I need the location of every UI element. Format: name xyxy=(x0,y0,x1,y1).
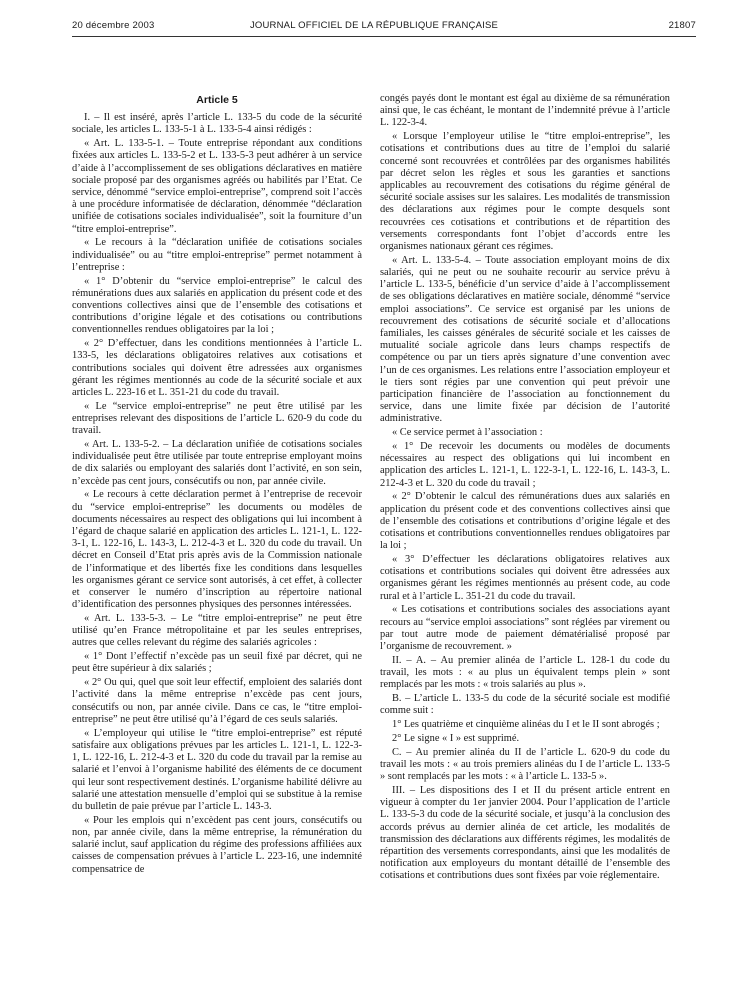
paragraph: « 1° Dont l’effectif n’excède pas un seuil fixé par décret, qui ne peut être supérieur à dix salariés ; xyxy=(72,651,362,675)
paragraph: C. – Au premier alinéa du II de l’article L. 620-9 du code du travail les mots : « au trois premiers alinéas du I de l’article L. 133-5 » sont remplacés par les mots : « à l’article L. 133-5 ». xyxy=(380,746,670,783)
paragraph: B. – L’article L. 133-5 du code de la sécurité sociale est modifié comme suit : xyxy=(380,693,670,717)
paragraph: « 2° Ou qui, quel que soit leur effectif, emploient des salariés dont l’activité dans la même entreprise n’excède pas cent jours, consécutifs ou non, par année civile. Dans ce cas, le “titre emploi-entreprise” ne peut être utilisé qu’à l’égard de ces seuls salariés. xyxy=(72,677,362,725)
header-rule xyxy=(72,36,696,37)
article-title: Article 5 xyxy=(196,94,238,106)
paragraph: « 1° De recevoir les documents ou modèles de documents nécessaires au respect des obligations qui lui incombent en application des articles L. 121-1, L. 122-3-1, L. 122-16, L. 143-3, L. 212-4-3 et L. 320 du code du travail ; xyxy=(380,441,670,489)
paragraph: « Le “service emploi-entreprise” ne peut être utilisé par les entreprises relevant des dispositions de l’article L. 620-9 du code du travail. xyxy=(72,400,362,437)
paragraph: III. – Les dispositions des I et II du présent article entrent en vigueur à compter du 1er janvier 2004. Pour l’application de l’article L. 133-5-3 du code de la sécurité sociale, et jusqu’à la conclusion des accords prévus au dernier alinéa de cet article, les modalités de transmission des déclarations aux différents régimes, les modalités de répartition des versements correspondants, ainsi que les modalités de notification aux employeurs du montant détaillé de l’ensemble des cotisations et contributions dues sont fixées par voie réglementaire. xyxy=(380,784,670,882)
paragraph: I. – Il est inséré, après l’article L. 133-5 du code de la sécurité sociale, les articles L. 133-5-1 à L. 133-5-4 ainsi rédigés : xyxy=(72,112,362,136)
right-column xyxy=(380,93,670,884)
paragraph: « Pour les emplois qui n’excèdent pas cent jours, consécutifs ou non, par année civile, dans la même entreprise, la rémunération du salarié inclut, sauf application du régime des professions affiliées aux caisses de compensation prévues à l’article L. 223-16, une indemnité compensatrice de xyxy=(72,814,362,875)
paragraph: « Art. L. 133-5-1. – Toute entreprise répondant aux conditions fixées aux articles L. 133-5-2 et L. 133-5-3 peut adhérer à un service d’aide à l’accomplissement de ses obligations déclaratives en matière sociale proposé par des organismes agréés ou habilités par l’Etat. Ce service, dénommé “service emploi-entreprise”, comprend soit l’accès à une procédure informatisée de déclaration, dénommée “déclaration unifiée de cotisations sociales individualisée”, soit la fourniture d’un “titre emploi-entreprise”. xyxy=(72,138,362,235)
paragraph: « Art. L. 133-5-2. – La déclaration unifiée de cotisations sociales individualisée peut être utilisée par toute entreprise employant moins de dix salariés ou employant des salariés dont l’activité, en son sein, n’excède pas cent jours, consécutifs ou non, par année civile. xyxy=(72,439,362,487)
paragraph: « 2° D’effectuer, dans les conditions mentionnées à l’article L. 133-5, les déclarations obligatoires relatives aux cotisations et contributions sociales qui doivent être adressées aux organismes gérant les régimes mentionnés au code de la sécurité sociale et aux articles L. 223-16 et L. 351-21 du code du travail. xyxy=(72,338,362,399)
paragraph: « 2° D’obtenir le calcul des rémunérations dues aux salariés en application du présent code et des conventions collectives ainsi que de l’ensemble des cotisations et contributions d’origine légale et des cotisations et contributions conventionnelles rendues obligatoires par la loi ; xyxy=(380,491,670,552)
paragraph: « Art. L. 133-5-4. – Toute association employant moins de dix salariés, qui ne peut ou ne souhaite recourir au service prévu à l’article L. 133-5, bénéficie d’un service d’aide à l’accomplissement de ses obligations déclaratives en matière sociale, dénommé “service emploi associations”. Ce service est organisé par les unions de recouvrement des cotisations de sécurité sociale et d’allocations familiales, les caisses générales de sécurité sociale et les caisses de mutualité sociale agricole dans leurs champs respectifs de compétence ou par un tiers après signature d’une convention avec l’un de ces organismes. Les relations entre l’association employeur et le tiers sont régies par une convention qui peut prévoir une participation financière de l’association au fonctionnement du service, dans une limite fixée par décision de l’autorité administrative. xyxy=(380,254,670,425)
left-column xyxy=(72,94,362,877)
paragraph: « Le recours à cette déclaration permet à l’entreprise de recevoir du “service emploi-entreprise” les documents ou modèles de documents nécessaires au respect des obligations qui lui incombent à l’égard de chaque salarié en application des articles L. 121-1, L. 122-3-1, L. 122-16, L. 143-3, L. 212-4-3 et L. 320 du code du travail. Un décret en Conseil d’Etat pris après avis de la Commission nationale de l’informatique et des libertés fixe les conditions dans lesquelles les organismes gérant ce service sont autorisés, à cet effet, à collecter et conserver le numéro d’inscription au répertoire national d’identification des personnes physiques des personnes intéressées. xyxy=(72,489,362,611)
paragraph: 2° Le signe « I » est supprimé. xyxy=(392,732,520,744)
page-number: 21807 xyxy=(668,20,696,31)
paragraph: « Ce service permet à l’association : xyxy=(392,427,543,439)
publication-date: 20 décembre 2003 xyxy=(72,20,155,31)
paragraph: « Art. L. 133-5-3. – Le “titre emploi-entreprise” ne peut être utilisé qu’en France métropolitaine et par les seules entreprises, autres que celles relevant du régime des salariés agricoles : xyxy=(72,613,362,649)
paragraph: « 1° D’obtenir du “service emploi-entreprise” le calcul des rémunérations dues aux salariés en application du présent code et des conventions collectives ainsi que de l’ensemble des cotisations et contributions d’origine légale et des cotisations ou contributions conventionnelles rendues obligatoires par la loi ; xyxy=(72,275,362,336)
paragraph: « Les cotisations et contributions sociales des associations ayant recours au “service emploi associations” sont réglées par virement ou par tout autre mode de paiement dématérialisé proposé par l’organisme de recouvrement. » xyxy=(380,604,670,653)
paragraph: « L’employeur qui utilise le “titre emploi-entreprise” est réputé satisfaire aux obligations prévues par les articles L. 121-1, L. 122-3-1, L. 122-16, L. 212-4-3 et L. 320 du code du travail par la remise au salarié et l’envoi à l’organisme habilité des éléments de ce document qui leur sont respectivement destinés. L’organisme habilité délivre au salarié une attestation mensuelle d’emploi qui se substitue à la remise du bulletin de paie prévue par l’article L. 143-3. xyxy=(72,727,362,812)
journal-title: JOURNAL OFFICIEL DE LA RÉPUBLIQUE FRANÇAISE xyxy=(249,20,499,31)
paragraph: II. – A. – Au premier alinéa de l’article L. 128-1 du code du travail, les mots : « au plus un équivalent temps plein » sont remplacés par les mots : « trois salariés au plus ». xyxy=(380,654,670,691)
paragraph: « 3° D’effectuer les déclarations obligatoires relatives aux cotisations et contributions sociales qui doivent être adressées aux organismes gérant les régimes mentionnés au présent code, au code rural et à l’article L. 351-21 du code du travail. xyxy=(380,554,670,602)
paragraph: 1° Les quatrième et cinquième alinéas du I et le II sont abrogés ; xyxy=(392,719,660,731)
paragraph: congés payés dont le montant est égal au dixième de sa rémunération ainsi que, le cas échéant, le montant de l’indemnité prévue à l’article L. 122-3-4. xyxy=(380,93,670,129)
paragraph: « Lorsque l’employeur utilise le “titre emploi-entreprise”, les cotisations et contributions dues au titre de l’emploi du salarié concerné sont recouvrées et contrôlées par des organismes habilités par décret selon les règles et sous les garanties et sanctions applicables au recouvrement des cotisations du régime général de sécurité sociale assises sur les salaires. Les modalités de transmission des déclarations aux régimes pour le compte desquels sont recouvrées ces cotisations et contributions et de répartition des versements correspondants font l’objet d’accords entre les organismes nationaux gérant ces régimes. xyxy=(380,131,670,253)
paragraph: « Le recours à la “déclaration unifiée de cotisations sociales individualisée” ou au “titre emploi-entreprise” permet notamment à l’entreprise : xyxy=(72,237,362,273)
